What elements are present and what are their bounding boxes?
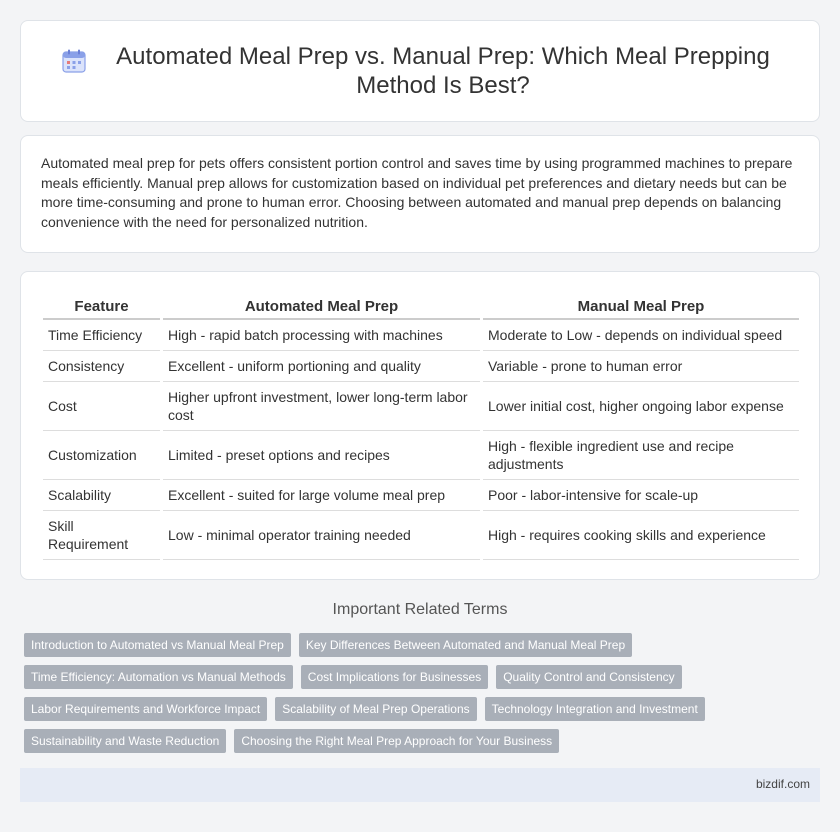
related-term-link[interactable]: Scalability of Meal Prep Operations: [275, 697, 476, 721]
comparison-table: [43, 294, 799, 560]
header-automated: Automated Meal Prep: [163, 294, 480, 320]
intro-paragraph: Automated meal prep for pets offers consistent portion control and saves time by using programmed machines to prepare meals efficiently. Manual prep allows for customization based on individual pet preferences and dietary needs but can be more time-consuming and prone to human error. Choosing between automated and manual prep depends on balancing convenience with the need for personalized nutrition.: [41, 155, 793, 230]
related-terms-list: [24, 633, 824, 761]
table-row: [43, 480, 799, 511]
related-terms-heading: Important Related Terms: [332, 601, 508, 618]
cell-manual: Poor - labor-intensive for scale-up: [483, 480, 799, 511]
header-manual: Manual Meal Prep: [483, 294, 799, 320]
cell-manual: Moderate to Low - depends on individual speed: [483, 320, 799, 351]
cell-automated: Excellent - uniform portioning and quality: [163, 351, 480, 382]
cell-automated: Limited - preset options and recipes: [163, 431, 480, 480]
related-term-link[interactable]: Choosing the Right Meal Prep Approach for Your Business: [234, 729, 559, 753]
cell-automated: Excellent - suited for large volume meal prep: [163, 480, 480, 511]
related-term-link[interactable]: Labor Requirements and Workforce Impact: [24, 697, 267, 721]
table-header-row: [43, 294, 799, 320]
cell-automated: Higher upfront investment, lower long-term labor cost: [163, 382, 480, 431]
table-row: [43, 382, 799, 431]
table-row: [43, 431, 799, 480]
header-feature: Feature: [43, 294, 160, 320]
intro-card: [20, 135, 820, 253]
table-row: [43, 320, 799, 351]
table-row: [43, 351, 799, 382]
cell-manual: Variable - prone to human error: [483, 351, 799, 382]
cell-feature: Cost: [43, 382, 160, 431]
title-wrap: [21, 42, 819, 100]
cell-feature: Skill Requirement: [43, 511, 160, 560]
related-term-link[interactable]: Time Efficiency: Automation vs Manual Methods: [24, 665, 293, 689]
cell-feature: Scalability: [43, 480, 160, 511]
title-card: [20, 20, 820, 122]
related-term-link[interactable]: Introduction to Automated vs Manual Meal Prep: [24, 633, 291, 657]
related-term-link[interactable]: Sustainability and Waste Reduction: [24, 729, 226, 753]
footer-site-link[interactable]: bizdif.com: [755, 777, 810, 791]
cell-manual: High - flexible ingredient use and recipe adjustments: [483, 431, 799, 480]
calendar-icon: [61, 48, 87, 74]
footer: [20, 768, 820, 802]
related-term-link[interactable]: Key Differences Between Automated and Manual Meal Prep: [299, 633, 632, 657]
related-term-link[interactable]: Quality Control and Consistency: [496, 665, 681, 689]
cell-feature: Time Efficiency: [43, 320, 160, 351]
related-term-link[interactable]: Cost Implications for Businesses: [301, 665, 488, 689]
table-row: [43, 511, 799, 560]
cell-automated: High - rapid batch processing with machines: [163, 320, 480, 351]
cell-manual: Lower initial cost, higher ongoing labor expense: [483, 382, 799, 431]
cell-feature: Consistency: [43, 351, 160, 382]
page-title: Automated Meal Prep vs. Manual Prep: Which Meal Prepping Method Is Best?: [116, 43, 770, 99]
cell-manual: High - requires cooking skills and experience: [483, 511, 799, 560]
cell-automated: Low - minimal operator training needed: [163, 511, 480, 560]
related-term-link[interactable]: Technology Integration and Investment: [485, 697, 705, 721]
cell-feature: Customization: [43, 431, 160, 480]
comparison-card: [20, 271, 820, 580]
